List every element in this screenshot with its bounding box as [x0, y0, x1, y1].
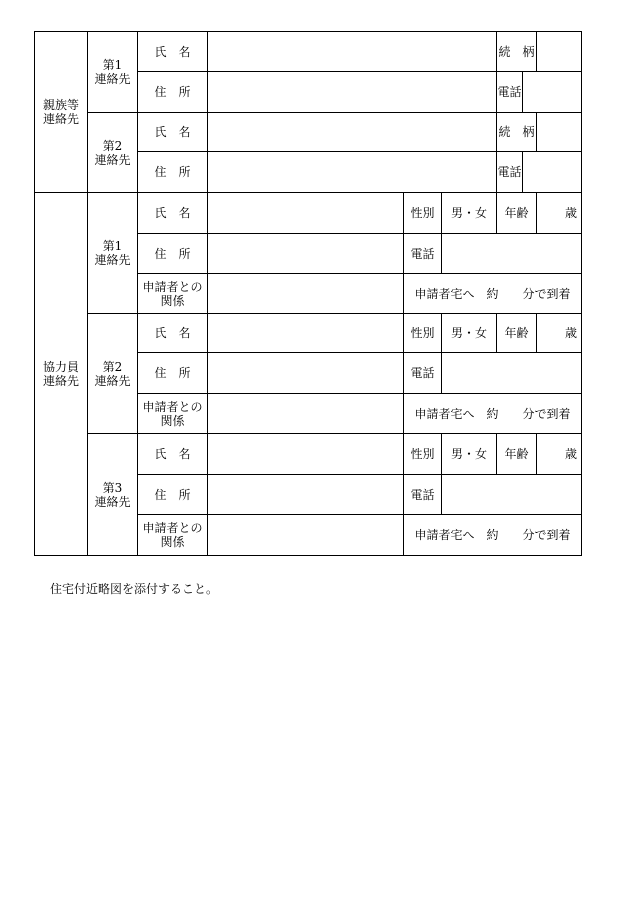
- cooperator-contact3-sex-label: 性別: [404, 434, 442, 475]
- cooperator-contact1-name-label: 氏 名: [138, 193, 208, 234]
- relatives-contact1-phone-field[interactable]: [523, 72, 582, 113]
- cooperator-contact1-relation-field[interactable]: [208, 274, 404, 314]
- relatives-contact1-name-field[interactable]: [208, 32, 497, 72]
- cooperator-contact3-age-label: 年齢: [497, 434, 537, 475]
- cooperator-contact2-arrival-text[interactable]: 申請者宅へ 約 分で到着: [404, 394, 582, 434]
- cooperator-contact1-address-field[interactable]: [208, 234, 404, 274]
- attachment-note: 住宅付近略図を添付すること。: [50, 582, 219, 596]
- cooperator-contact3-label: 第3 連絡先: [88, 434, 138, 556]
- cooperator-contact3-sex-options[interactable]: 男・女: [442, 434, 497, 475]
- cooperator-contact3-phone-field[interactable]: [442, 475, 582, 515]
- cooperator-contact1-relation-label: 申請者との 関係: [138, 274, 208, 314]
- cooperator-contact3-name-label: 氏 名: [138, 434, 208, 475]
- cooperator-contact1-age-label: 年齢: [497, 193, 537, 234]
- cooperator-contact1-address-label: 住 所: [138, 234, 208, 274]
- cooperators-group-label: 協力員 連絡先: [35, 193, 88, 556]
- cooperator-contact1-label: 第1 連絡先: [88, 193, 138, 314]
- cooperator-contact2-sex-options[interactable]: 男・女: [442, 314, 497, 353]
- cooperator-contact1-name-field[interactable]: [208, 193, 404, 234]
- cooperator-contact3-address-label: 住 所: [138, 475, 208, 515]
- cooperator-contact3-relation-field[interactable]: [208, 515, 404, 556]
- cooperator-contact2-address-label: 住 所: [138, 353, 208, 394]
- cooperator-contact3-phone-label: 電話: [404, 475, 442, 515]
- relatives-contact2-address-label: 住 所: [138, 152, 208, 193]
- cooperator-contact2-relation-label: 申請者との 関係: [138, 394, 208, 434]
- cooperator-contact3-name-field[interactable]: [208, 434, 404, 475]
- relatives-contact1-address-label: 住 所: [138, 72, 208, 113]
- relatives-contact2-label: 第2 連絡先: [88, 113, 138, 193]
- cooperator-contact1-sex-label: 性別: [404, 193, 442, 234]
- cooperator-contact3-arrival-text[interactable]: 申請者宅へ 約 分で到着: [404, 515, 582, 556]
- cooperator-contact3-relation-label: 申請者との 関係: [138, 515, 208, 556]
- relatives-contact2-relation-label: 続 柄: [497, 113, 537, 152]
- relatives-contact2-address-field[interactable]: [208, 152, 497, 193]
- cooperator-contact2-name-label: 氏 名: [138, 314, 208, 353]
- relatives-contact2-phone-field[interactable]: [523, 152, 582, 193]
- cooperator-contact2-label: 第2 連絡先: [88, 314, 138, 434]
- cooperator-contact3-address-field[interactable]: [208, 475, 404, 515]
- cooperator-contact2-name-field[interactable]: [208, 314, 404, 353]
- relatives-group-label: 親族等 連絡先: [35, 32, 88, 193]
- cooperator-contact2-relation-field[interactable]: [208, 394, 404, 434]
- relatives-contact1-phone-label: 電話: [497, 72, 523, 113]
- relatives-contact2-name-field[interactable]: [208, 113, 497, 152]
- cooperator-contact2-phone-field[interactable]: [442, 353, 582, 394]
- relatives-contact1-address-field[interactable]: [208, 72, 497, 113]
- cooperator-contact1-arrival-text[interactable]: 申請者宅へ 約 分で到着: [404, 274, 582, 314]
- cooperator-contact2-address-field[interactable]: [208, 353, 404, 394]
- relatives-contact1-label: 第1 連絡先: [88, 32, 138, 113]
- cooperator-contact1-phone-field[interactable]: [442, 234, 582, 274]
- cooperator-contact3-age-unit[interactable]: 歳: [537, 434, 582, 475]
- cooperator-contact2-age-label: 年齢: [497, 314, 537, 353]
- cooperator-contact2-age-unit[interactable]: 歳: [537, 314, 582, 353]
- cooperator-contact2-sex-label: 性別: [404, 314, 442, 353]
- cooperator-contact2-phone-label: 電話: [404, 353, 442, 394]
- cooperator-contact1-sex-options[interactable]: 男・女: [442, 193, 497, 234]
- relatives-contact2-relation-field[interactable]: [537, 113, 582, 152]
- relatives-contact2-name-label: 氏 名: [138, 113, 208, 152]
- relatives-contact1-name-label: 氏 名: [138, 32, 208, 72]
- relatives-contact1-relation-label: 続 柄: [497, 32, 537, 72]
- cooperator-contact1-age-unit[interactable]: 歳: [537, 193, 582, 234]
- cooperator-contact1-phone-label: 電話: [404, 234, 442, 274]
- emergency-contact-table: [34, 31, 582, 556]
- relatives-contact2-phone-label: 電話: [497, 152, 523, 193]
- relatives-contact1-relation-field[interactable]: [537, 32, 582, 72]
